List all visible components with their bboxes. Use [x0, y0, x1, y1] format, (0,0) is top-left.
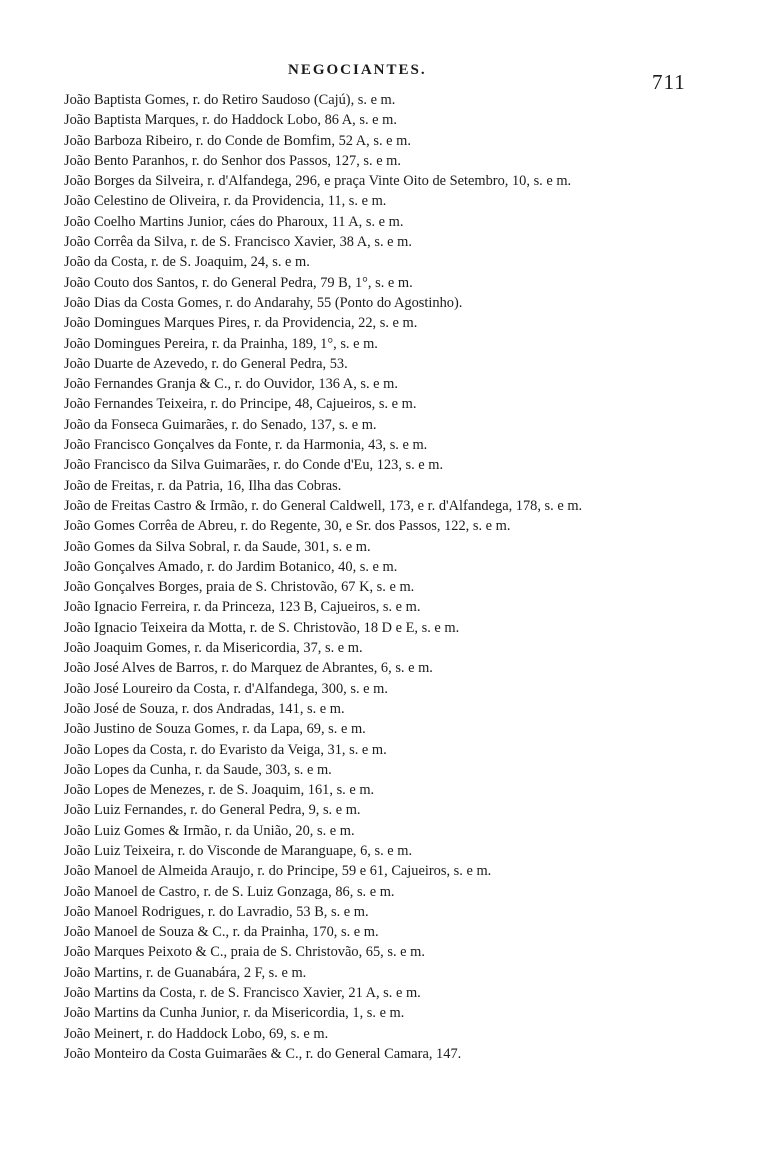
list-item: João Gomes da Silva Sobral, r. da Saude, 301, s. e m. — [64, 538, 371, 555]
list-item: João Manoel de Almeida Araujo, r. do Principe, 59 e 61, Cajueiros, s. e m. — [64, 863, 492, 880]
list-item: João Fernandes Granja & C., r. do Ouvidor, 136 A, s. e m. — [64, 376, 398, 393]
list-item: João Marques Peixoto & C., praia de S. Christovão, 65, s. e m. — [64, 944, 425, 961]
section-title: NEGOCIANTES. — [288, 62, 427, 78]
list-item: João Corrêa da Silva, r. de S. Francisco Xavier, 38 A, s. e m. — [64, 234, 412, 251]
list-item: João Celestino de Oliveira, r. da Providencia, 11, s. e m. — [64, 193, 387, 210]
list-item: João Joaquim Gomes, r. da Misericordia, 37, s. e m. — [64, 640, 363, 657]
list-item: João Martins da Costa, r. de S. Francisco Xavier, 21 A, s. e m. — [64, 985, 421, 1002]
list-item: João Dias da Costa Gomes, r. do Andarahy, 55 (Ponto do Agostinho). — [64, 294, 463, 311]
list-item: João Monteiro da Costa Guimarães & C., r. do General Camara, 147. — [64, 1045, 462, 1062]
list-item: João de Freitas, r. da Patria, 16, Ilha das Cobras. — [64, 477, 342, 494]
list-item: João Justino de Souza Gomes, r. da Lapa, 69, s. e m. — [64, 721, 366, 738]
list-item: João Manoel de Souza & C., r. da Prainha, 170, s. e m. — [64, 924, 379, 941]
list-item: João Gomes Corrêa de Abreu, r. do Regente, 30, e Sr. dos Passos, 122, s. e m. — [64, 518, 511, 535]
list-item: João Lopes da Costa, r. do Evaristo da Veiga, 31, s. e m. — [64, 741, 387, 758]
page-number: 711 — [652, 70, 686, 94]
list-item: João Meinert, r. do Haddock Lobo, 69, s. e m. — [64, 1025, 329, 1042]
list-item: João José Alves de Barros, r. do Marquez de Abrantes, 6, s. e m. — [64, 660, 433, 677]
list-item: João José de Souza, r. dos Andradas, 141, s. e m. — [64, 700, 345, 717]
list-item: João Domingues Marques Pires, r. da Providencia, 22, s. e m. — [64, 315, 418, 332]
list-item: João Gonçalves Borges, praia de S. Christovão, 67 K, s. e m. — [64, 579, 415, 596]
list-item: João da Costa, r. de S. Joaquim, 24, s. e m. — [64, 254, 310, 271]
list-item: João Coelho Martins Junior, cáes do Pharoux, 11 A, s. e m. — [64, 213, 404, 230]
list-item: João Duarte de Azevedo, r. do General Pedra, 53. — [64, 355, 348, 372]
merchant-list — [64, 90, 704, 1064]
list-item: João Gonçalves Amado, r. do Jardim Botanico, 40, s. e m. — [64, 558, 398, 575]
list-item: João Luiz Teixeira, r. do Visconde de Maranguape, 6, s. e m. — [64, 842, 413, 859]
list-item: João Martins, r. de Guanabára, 2 F, s. e m. — [64, 964, 307, 981]
list-item: João Ignacio Teixeira da Motta, r. de S. Christovão, 18 D e E, s. e m. — [64, 619, 460, 636]
list-item: João Baptista Marques, r. do Haddock Lobo, 86 A, s. e m. — [64, 112, 397, 129]
list-item: João Couto dos Santos, r. do General Pedra, 79 B, 1°, s. e m. — [64, 274, 413, 291]
list-item: João Bento Paranhos, r. do Senhor dos Passos, 127, s. e m. — [64, 152, 401, 169]
list-item: João Barboza Ribeiro, r. do Conde de Bomfim, 52 A, s. e m. — [64, 132, 411, 149]
list-item: João de Freitas Castro & Irmão, r. do General Caldwell, 173, e r. d'Alfandega, 178, s. e m. — [64, 497, 583, 514]
list-item: João da Fonseca Guimarães, r. do Senado, 137, s. e m. — [64, 416, 377, 433]
list-item: João Francisco da Silva Guimarães, r. do Conde d'Eu, 123, s. e m. — [64, 457, 444, 474]
list-item: João Francisco Gonçalves da Fonte, r. da Harmonia, 43, s. e m. — [64, 437, 428, 454]
list-item: João Luiz Fernandes, r. do General Pedra, 9, s. e m. — [64, 802, 361, 819]
list-item: João Martins da Cunha Junior, r. da Misericordia, 1, s. e m. — [64, 1005, 405, 1022]
list-item: João Manoel Rodrigues, r. do Lavradio, 53 B, s. e m. — [64, 903, 369, 920]
list-item: João José Loureiro da Costa, r. d'Alfandega, 300, s. e m. — [64, 680, 388, 697]
list-item: João Manoel de Castro, r. de S. Luiz Gonzaga, 86, s. e m. — [64, 883, 395, 900]
list-item: João Fernandes Teixeira, r. do Principe, 48, Cajueiros, s. e m. — [64, 396, 417, 413]
list-item: João Baptista Gomes, r. do Retiro Saudoso (Cajú), s. e m. — [64, 92, 396, 108]
list-item: João Lopes da Cunha, r. da Saude, 303, s. e m. — [64, 761, 332, 778]
list-item: João Borges da Silveira, r. d'Alfandega, 296, e praça Vinte Oito de Setembro, 10, s. e m. — [64, 173, 572, 190]
list-item: João Lopes de Menezes, r. de S. Joaquim, 161, s. e m. — [64, 782, 375, 799]
list-item: João Domingues Pereira, r. da Prainha, 189, 1°, s. e m. — [64, 335, 378, 352]
list-item: João Luiz Gomes & Irmão, r. da União, 20, s. e m. — [64, 822, 355, 839]
list-item: João Ignacio Ferreira, r. da Princeza, 123 B, Cajueiros, s. e m. — [64, 599, 421, 616]
